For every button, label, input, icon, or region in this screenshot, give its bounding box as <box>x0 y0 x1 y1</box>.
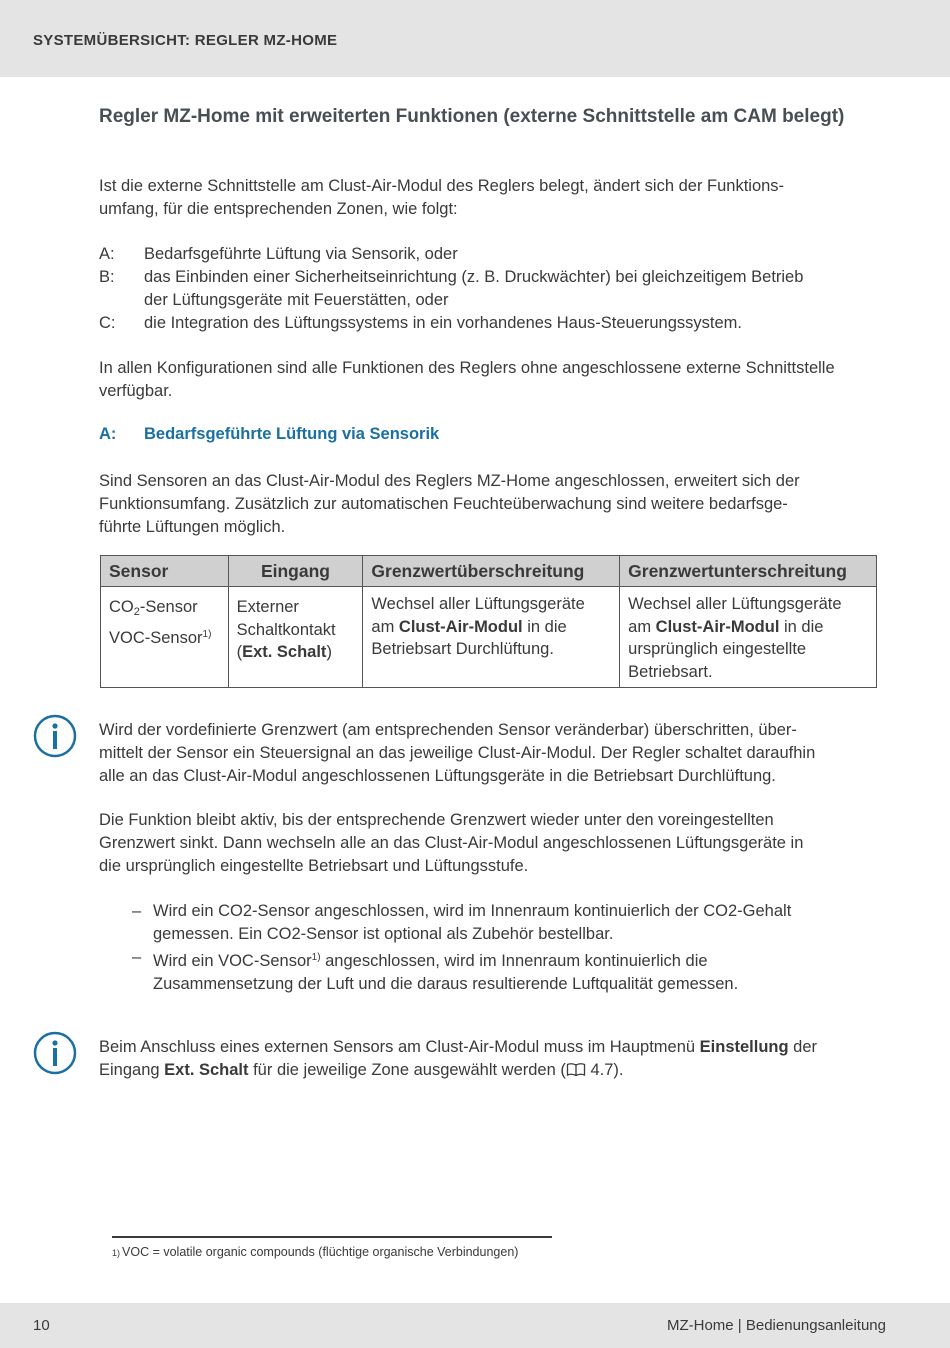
book-icon <box>566 1062 586 1077</box>
info-paragraph-1 <box>99 719 815 788</box>
page-footer <box>0 1303 950 1348</box>
page-number: 10 <box>33 1317 50 1334</box>
info1-line-3: alle an das Clust-Air-Modul angeschlossenen Lüftungsgeräte in die Betriebsart Durchlüftung. <box>99 767 776 785</box>
section-a-label: A: <box>99 425 117 443</box>
dash-marker: – <box>132 902 142 920</box>
header-title: SYSTEMÜBERSICHT: REGLER MZ-HOME <box>33 32 338 49</box>
info-icon <box>33 714 77 758</box>
section-a-line-1: Sind Sensoren an das Clust-Air-Modul des Reglers MZ-Home angeschlossen, erweitert sich der <box>99 472 800 490</box>
availability-line-2: verfügbar. <box>99 382 173 400</box>
input-line-1: Externer <box>236 598 299 616</box>
list-item <box>132 900 872 946</box>
exceed-line-3: Betriebsart Durchlüftung. <box>371 640 554 658</box>
section-a-line-3: führte Lüftungen möglich. <box>99 518 286 536</box>
dash-marker: – <box>132 948 142 966</box>
info2-line-2: Eingang Ext. Schalt für die jeweilige Zone ausgewählt werden ( 4.7). <box>99 1061 624 1079</box>
function-line-1: Die Funktion bleibt aktiv, bis der entsprechende Grenzwert wieder unter den voreingestellten <box>99 811 774 829</box>
exceed-line-1: Wechsel aller Lüftungsgeräte <box>371 595 585 613</box>
info-icon <box>33 1031 77 1075</box>
intro-line-1: Ist die externe Schnittstelle am Clust-Air-Modul des Reglers belegt, ändert sich der Funktions- <box>99 177 785 195</box>
page-header <box>0 0 950 77</box>
sensor-table <box>100 555 877 688</box>
intro-line-2: umfang, für die entsprechenden Zonen, wie folgt: <box>99 200 458 218</box>
info1-line-2: mittelt der Sensor ein Steuersignal an das jeweilige Clust-Air-Modul. Der Regler schaltet daraufhin <box>99 744 816 762</box>
footer-title: MZ-Home | Bedienungsanleitung <box>666 1317 886 1334</box>
list-item <box>132 946 872 996</box>
co2-sensor-label: $CO_2$-Sensor <box>109 598 198 618</box>
section-a-title: Bedarfsgeführte Lüftung via Sensorik <box>144 425 440 443</box>
page-title: Regler MZ-Home mit erweiterten Funktionen (externe Schnittstelle am CAM belegt) <box>99 106 845 127</box>
section-a-line-2: Funktionsumfang. Zusätzlich zur automatischen Feuchteüberwachung sind weitere bedarfsge- <box>99 495 788 513</box>
footnote-ref: 1) <box>202 628 212 640</box>
availability-paragraph <box>99 357 835 403</box>
voc-sensor-label: VOC-Sensor$^{1)}$ <box>109 628 212 647</box>
options-list <box>99 243 899 335</box>
cell-sensor <box>101 587 229 688</box>
list-item-label: B: <box>99 268 115 286</box>
cell-input <box>228 587 363 688</box>
header-exceed: Grenzwertüberschreitung <box>363 556 620 587</box>
list-item <box>99 243 899 266</box>
footnote-text: VOC = volatile organic compounds (flüchtige organische Verbindungen) <box>122 1245 519 1259</box>
section-a-paragraph <box>99 470 800 539</box>
exceed-line-2: am Clust-Air-Modul in die <box>371 617 567 636</box>
info-paragraph-2 <box>99 1036 817 1082</box>
footnote-divider <box>112 1236 552 1238</box>
list-item <box>99 312 899 335</box>
function-line-2: Grenzwert sinkt. Dann wechseln alle an das Clust-Air-Modul angeschlossenen Lüftungsgeräte in <box>99 834 804 852</box>
function-paragraph <box>99 809 803 878</box>
list-item <box>99 266 899 312</box>
section-a-heading <box>99 425 439 444</box>
info1-line-1: Wird der vordefinierte Grenzwert (am entsprechenden Sensor veränderbar) überschritten, über- <box>99 721 797 739</box>
sensor-notes-list <box>132 900 872 996</box>
list-item-text: das Einbinden einer Sicherheitseinrichtung (z. B. Druckwächter) bei gleichzeitigem Betrieb <box>144 268 804 286</box>
below-line-1: Wechsel aller Lüftungsgeräte <box>628 595 842 613</box>
footnote-marker: 1) <box>112 1248 121 1258</box>
list-item-text: Bedarfsgeführte Lüftung via Sensorik, oder <box>144 245 458 263</box>
header-sensor: Sensor <box>101 556 229 587</box>
list-item-text: gemessen. Ein CO2-Sensor ist optional als Zubehör bestellbar. <box>153 925 614 943</box>
cell-exceed <box>363 587 620 688</box>
below-line-2: am Clust-Air-Modul in die <box>628 617 824 636</box>
footnote <box>112 1245 518 1259</box>
header-input: Eingang <box>228 556 363 587</box>
function-line-3: die ursprünglich eingestellte Betriebsart und Lüftungsstufe. <box>99 857 529 875</box>
info2-line-1: Beim Anschluss eines externen Sensors am Clust-Air-Modul muss im Hauptmenü Einstellung der <box>99 1038 818 1056</box>
availability-line-1: In allen Konfigurationen sind alle Funktionen des Reglers ohne angeschlossene externe Schnittstelle <box>99 359 835 377</box>
list-item-text: der Lüftungsgeräte mit Feuerstätten, oder <box>144 291 449 309</box>
below-line-3: ursprünglich eingestellte <box>628 640 807 658</box>
intro-paragraph <box>99 175 784 221</box>
cell-below <box>620 587 877 688</box>
input-line-2: Schaltkontakt <box>236 620 336 639</box>
below-line-4: Betriebsart. <box>628 662 713 681</box>
header-below: Grenzwertunterschreitung <box>620 556 877 587</box>
list-item-label: A: <box>99 245 115 263</box>
footnote-ref: 1) <box>311 952 321 963</box>
input-line-3: (Ext. Schalt) <box>236 643 332 661</box>
table-header-row <box>101 556 877 587</box>
list-item-label: C: <box>99 314 116 332</box>
list-item-text: Wird ein VOC-Sensor$^{1)}$ angeschlossen, wird im Innenraum kontinuierlich die <box>153 952 708 970</box>
table-row <box>101 587 877 688</box>
list-item-text: Wird ein CO2-Sensor angeschlossen, wird im Innenraum kontinuierlich der CO2-Gehalt <box>153 902 792 920</box>
list-item-text: die Integration des Lüftungssystems in ein vorhandenes Haus-Steuerungssystem. <box>144 314 743 332</box>
list-item-text: Zusammensetzung der Luft und die daraus resultierende Luftqualität gemessen. <box>153 975 739 993</box>
